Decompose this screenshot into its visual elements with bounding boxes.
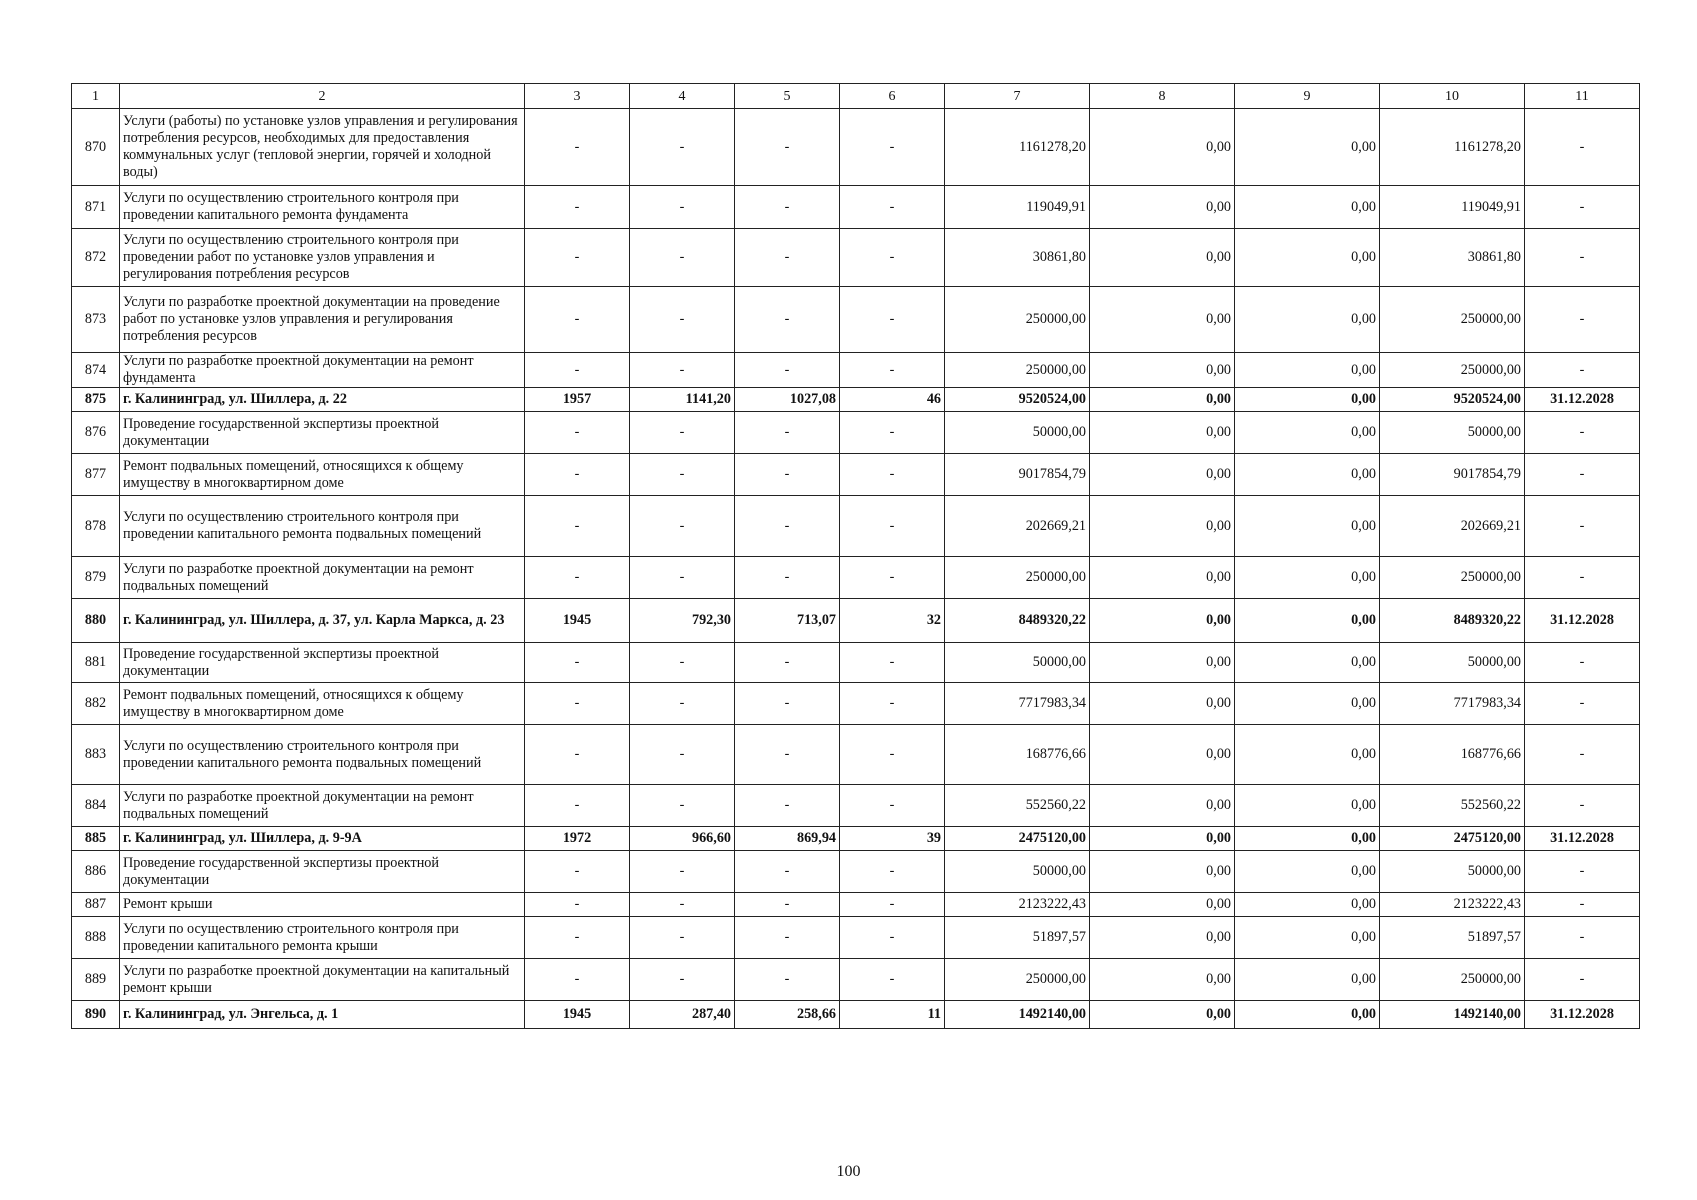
cell-col-7: 9520524,00 (945, 388, 1090, 412)
cell-col-3: - (525, 851, 630, 893)
table-row (72, 557, 1640, 599)
cell-col-3: - (525, 959, 630, 1001)
cell-col-4: - (630, 917, 735, 959)
cell-col-9: 0,00 (1235, 683, 1380, 725)
row-number: 889 (72, 959, 120, 1001)
address-row (72, 599, 1640, 643)
cell-col-3: - (525, 186, 630, 229)
row-description: Услуги по разработке проектной документации на ремонт подвальных помещений (120, 785, 525, 827)
column-header: 2 (120, 84, 525, 109)
cell-col-3: - (525, 893, 630, 917)
cell-col-10: 168776,66 (1380, 725, 1525, 785)
table-row (72, 643, 1640, 683)
cell-col-6: - (840, 643, 945, 683)
cell-col-5: 258,66 (735, 1001, 840, 1029)
cell-col-7: 8489320,22 (945, 599, 1090, 643)
cell-col-8: 0,00 (1090, 725, 1235, 785)
cell-col-7: 9017854,79 (945, 454, 1090, 496)
page-number: 100 (836, 1163, 861, 1180)
cell-col-9: 0,00 (1235, 643, 1380, 683)
cell-col-8: 0,00 (1090, 109, 1235, 186)
cell-col-3: - (525, 785, 630, 827)
cell-col-3: 1957 (525, 388, 630, 412)
table-row (72, 725, 1640, 785)
cell-col-5: - (735, 186, 840, 229)
cell-col-9: 0,00 (1235, 454, 1380, 496)
row-number: 881 (72, 643, 120, 683)
cell-col-11: - (1525, 186, 1640, 229)
row-number: 879 (72, 557, 120, 599)
cell-col-3: - (525, 109, 630, 186)
table-row (72, 959, 1640, 1001)
cell-col-8: 0,00 (1090, 454, 1235, 496)
capital-repair-table (71, 83, 1640, 1029)
column-header: 8 (1090, 84, 1235, 109)
cell-col-10: 9520524,00 (1380, 388, 1525, 412)
cell-col-5: - (735, 229, 840, 287)
cell-col-8: 0,00 (1090, 643, 1235, 683)
row-number: 884 (72, 785, 120, 827)
column-header: 1 (72, 84, 120, 109)
row-number: 890 (72, 1001, 120, 1029)
cell-col-7: 168776,66 (945, 725, 1090, 785)
cell-col-3: - (525, 353, 630, 388)
cell-col-7: 1492140,00 (945, 1001, 1090, 1029)
cell-col-5: 869,94 (735, 827, 840, 851)
cell-col-11: 31.12.2028 (1525, 827, 1640, 851)
cell-col-4: - (630, 643, 735, 683)
cell-col-10: 30861,80 (1380, 229, 1525, 287)
cell-col-7: 552560,22 (945, 785, 1090, 827)
cell-col-11: 31.12.2028 (1525, 388, 1640, 412)
cell-col-5: - (735, 496, 840, 557)
cell-col-9: 0,00 (1235, 388, 1380, 412)
row-number: 876 (72, 412, 120, 454)
cell-col-9: 0,00 (1235, 109, 1380, 186)
row-description: Ремонт подвальных помещений, относящихся к общему имуществу в многоквартирном доме (120, 683, 525, 725)
cell-col-10: 119049,91 (1380, 186, 1525, 229)
row-number: 882 (72, 683, 120, 725)
cell-col-7: 50000,00 (945, 643, 1090, 683)
cell-col-8: 0,00 (1090, 353, 1235, 388)
cell-col-4: - (630, 229, 735, 287)
cell-col-10: 202669,21 (1380, 496, 1525, 557)
cell-col-9: 0,00 (1235, 827, 1380, 851)
cell-col-5: - (735, 643, 840, 683)
cell-col-7: 50000,00 (945, 412, 1090, 454)
row-number: 886 (72, 851, 120, 893)
cell-col-9: 0,00 (1235, 186, 1380, 229)
column-header: 4 (630, 84, 735, 109)
cell-col-5: - (735, 353, 840, 388)
cell-col-11: - (1525, 229, 1640, 287)
row-description: Услуги по осуществлению строительного контроля при проведении капитального ремонта подвальных помещений (120, 725, 525, 785)
cell-col-6: - (840, 893, 945, 917)
cell-col-5: - (735, 917, 840, 959)
cell-col-7: 202669,21 (945, 496, 1090, 557)
cell-col-11: - (1525, 785, 1640, 827)
cell-col-3: - (525, 229, 630, 287)
row-number: 871 (72, 186, 120, 229)
cell-col-7: 250000,00 (945, 557, 1090, 599)
cell-col-4: 966,60 (630, 827, 735, 851)
cell-col-3: - (525, 643, 630, 683)
cell-col-10: 9017854,79 (1380, 454, 1525, 496)
cell-col-6: - (840, 917, 945, 959)
cell-col-8: 0,00 (1090, 851, 1235, 893)
cell-col-6: - (840, 287, 945, 353)
cell-col-9: 0,00 (1235, 229, 1380, 287)
table-row (72, 496, 1640, 557)
cell-col-11: - (1525, 496, 1640, 557)
row-description: Услуги (работы) по установке узлов управления и регулирования потребления ресурсов, необходимых для предоставления коммунальных услуг (тепловой энергии, горячей и холодной воды) (120, 109, 525, 186)
row-description: г. Калининград, ул. Шиллера, д. 9-9А (120, 827, 525, 851)
cell-col-8: 0,00 (1090, 959, 1235, 1001)
cell-col-7: 7717983,34 (945, 683, 1090, 725)
table-row (72, 454, 1640, 496)
cell-col-11: - (1525, 959, 1640, 1001)
cell-col-10: 2475120,00 (1380, 827, 1525, 851)
cell-col-9: 0,00 (1235, 917, 1380, 959)
cell-col-4: - (630, 109, 735, 186)
cell-col-9: 0,00 (1235, 353, 1380, 388)
cell-col-10: 50000,00 (1380, 643, 1525, 683)
row-number: 880 (72, 599, 120, 643)
cell-col-3: - (525, 917, 630, 959)
cell-col-7: 30861,80 (945, 229, 1090, 287)
cell-col-6: 46 (840, 388, 945, 412)
cell-col-6: - (840, 186, 945, 229)
cell-col-11: 31.12.2028 (1525, 1001, 1640, 1029)
cell-col-10: 7717983,34 (1380, 683, 1525, 725)
row-description: Услуги по разработке проектной документации на ремонт подвальных помещений (120, 557, 525, 599)
table-row (72, 353, 1640, 388)
row-description: Ремонт крыши (120, 893, 525, 917)
row-description: Проведение государственной экспертизы проектной документации (120, 643, 525, 683)
row-description: Услуги по разработке проектной документации на капитальный ремонт крыши (120, 959, 525, 1001)
cell-col-9: 0,00 (1235, 851, 1380, 893)
cell-col-4: - (630, 725, 735, 785)
row-description: г. Калининград, ул. Шиллера, д. 37, ул. Карла Маркса, д. 23 (120, 599, 525, 643)
cell-col-11: - (1525, 454, 1640, 496)
cell-col-11: - (1525, 893, 1640, 917)
cell-col-3: - (525, 454, 630, 496)
row-description: Услуги по разработке проектной документации на проведение работ по установке узлов управления и регулирования потребления ресурсов (120, 287, 525, 353)
table-row (72, 785, 1640, 827)
row-description: Услуги по разработке проектной документации на ремонт фундамента (120, 353, 525, 388)
document-page (71, 83, 1639, 1029)
cell-col-8: 0,00 (1090, 917, 1235, 959)
cell-col-10: 51897,57 (1380, 917, 1525, 959)
cell-col-4: 1141,20 (630, 388, 735, 412)
row-number: 875 (72, 388, 120, 412)
row-description: Услуги по осуществлению строительного контроля при проведении капитального ремонта фундамента (120, 186, 525, 229)
table-row (72, 917, 1640, 959)
cell-col-5: 1027,08 (735, 388, 840, 412)
column-header: 3 (525, 84, 630, 109)
cell-col-6: - (840, 412, 945, 454)
cell-col-4: - (630, 557, 735, 599)
cell-col-10: 2123222,43 (1380, 893, 1525, 917)
cell-col-10: 50000,00 (1380, 851, 1525, 893)
cell-col-6: - (840, 229, 945, 287)
table-row (72, 893, 1640, 917)
cell-col-3: - (525, 683, 630, 725)
cell-col-9: 0,00 (1235, 496, 1380, 557)
cell-col-4: - (630, 785, 735, 827)
row-number: 888 (72, 917, 120, 959)
cell-col-8: 0,00 (1090, 557, 1235, 599)
cell-col-9: 0,00 (1235, 599, 1380, 643)
cell-col-10: 250000,00 (1380, 287, 1525, 353)
cell-col-5: - (735, 412, 840, 454)
cell-col-5: 713,07 (735, 599, 840, 643)
cell-col-4: - (630, 454, 735, 496)
cell-col-4: - (630, 683, 735, 725)
cell-col-3: - (525, 557, 630, 599)
cell-col-9: 0,00 (1235, 893, 1380, 917)
cell-col-9: 0,00 (1235, 959, 1380, 1001)
column-header: 5 (735, 84, 840, 109)
cell-col-10: 1161278,20 (1380, 109, 1525, 186)
row-description: Проведение государственной экспертизы проектной документации (120, 851, 525, 893)
cell-col-6: - (840, 353, 945, 388)
cell-col-8: 0,00 (1090, 412, 1235, 454)
cell-col-6: - (840, 959, 945, 1001)
cell-col-11: - (1525, 643, 1640, 683)
cell-col-5: - (735, 725, 840, 785)
cell-col-8: 0,00 (1090, 893, 1235, 917)
cell-col-11: - (1525, 725, 1640, 785)
cell-col-6: - (840, 496, 945, 557)
cell-col-11: 31.12.2028 (1525, 599, 1640, 643)
cell-col-5: - (735, 893, 840, 917)
address-row (72, 388, 1640, 412)
cell-col-8: 0,00 (1090, 785, 1235, 827)
cell-col-10: 50000,00 (1380, 412, 1525, 454)
row-description: Услуги по осуществлению строительного контроля при проведении работ по установке узлов управления и регулирования потребления ресурсов (120, 229, 525, 287)
cell-col-6: 39 (840, 827, 945, 851)
cell-col-6: - (840, 785, 945, 827)
cell-col-4: 792,30 (630, 599, 735, 643)
row-number: 873 (72, 287, 120, 353)
cell-col-6: 32 (840, 599, 945, 643)
cell-col-7: 50000,00 (945, 851, 1090, 893)
row-description: г. Калининград, ул. Энгельса, д. 1 (120, 1001, 525, 1029)
cell-col-8: 0,00 (1090, 827, 1235, 851)
row-description: Проведение государственной экспертизы проектной документации (120, 412, 525, 454)
cell-col-4: - (630, 353, 735, 388)
cell-col-11: - (1525, 412, 1640, 454)
cell-col-5: - (735, 959, 840, 1001)
cell-col-6: - (840, 683, 945, 725)
cell-col-7: 51897,57 (945, 917, 1090, 959)
cell-col-11: - (1525, 287, 1640, 353)
row-description: Услуги по осуществлению строительного контроля при проведении капитального ремонта крыши (120, 917, 525, 959)
column-header: 11 (1525, 84, 1640, 109)
row-number: 878 (72, 496, 120, 557)
cell-col-9: 0,00 (1235, 287, 1380, 353)
cell-col-4: - (630, 412, 735, 454)
cell-col-11: - (1525, 683, 1640, 725)
table-row (72, 287, 1640, 353)
row-description: Ремонт подвальных помещений, относящихся к общему имуществу в многоквартирном доме (120, 454, 525, 496)
cell-col-9: 0,00 (1235, 725, 1380, 785)
cell-col-8: 0,00 (1090, 496, 1235, 557)
row-number: 872 (72, 229, 120, 287)
cell-col-4: - (630, 893, 735, 917)
cell-col-5: - (735, 557, 840, 599)
cell-col-7: 250000,00 (945, 287, 1090, 353)
cell-col-10: 552560,22 (1380, 785, 1525, 827)
cell-col-7: 119049,91 (945, 186, 1090, 229)
cell-col-10: 1492140,00 (1380, 1001, 1525, 1029)
cell-col-5: - (735, 785, 840, 827)
column-header: 7 (945, 84, 1090, 109)
cell-col-8: 0,00 (1090, 683, 1235, 725)
cell-col-3: 1972 (525, 827, 630, 851)
address-row (72, 1001, 1640, 1029)
row-description: Услуги по осуществлению строительного контроля при проведении капитального ремонта подвальных помещений (120, 496, 525, 557)
cell-col-6: - (840, 109, 945, 186)
cell-col-8: 0,00 (1090, 229, 1235, 287)
cell-col-11: - (1525, 353, 1640, 388)
row-number: 883 (72, 725, 120, 785)
cell-col-9: 0,00 (1235, 412, 1380, 454)
cell-col-4: - (630, 851, 735, 893)
cell-col-5: - (735, 287, 840, 353)
cell-col-10: 8489320,22 (1380, 599, 1525, 643)
cell-col-3: 1945 (525, 599, 630, 643)
cell-col-5: - (735, 109, 840, 186)
cell-col-11: - (1525, 109, 1640, 186)
cell-col-7: 1161278,20 (945, 109, 1090, 186)
row-number: 877 (72, 454, 120, 496)
row-number: 885 (72, 827, 120, 851)
cell-col-5: - (735, 683, 840, 725)
cell-col-3: - (525, 287, 630, 353)
cell-col-4: - (630, 959, 735, 1001)
cell-col-11: - (1525, 917, 1640, 959)
table-row (72, 851, 1640, 893)
table-row (72, 229, 1640, 287)
cell-col-3: - (525, 725, 630, 785)
row-number: 870 (72, 109, 120, 186)
cell-col-8: 0,00 (1090, 388, 1235, 412)
address-row (72, 827, 1640, 851)
cell-col-9: 0,00 (1235, 557, 1380, 599)
cell-col-4: 287,40 (630, 1001, 735, 1029)
cell-col-5: - (735, 851, 840, 893)
column-number-row (72, 84, 1640, 109)
table-row (72, 683, 1640, 725)
column-header: 6 (840, 84, 945, 109)
cell-col-9: 0,00 (1235, 785, 1380, 827)
cell-col-3: - (525, 412, 630, 454)
cell-col-11: - (1525, 557, 1640, 599)
cell-col-11: - (1525, 851, 1640, 893)
cell-col-3: - (525, 496, 630, 557)
cell-col-10: 250000,00 (1380, 959, 1525, 1001)
cell-col-7: 250000,00 (945, 353, 1090, 388)
cell-col-6: - (840, 851, 945, 893)
cell-col-4: - (630, 186, 735, 229)
table-row (72, 412, 1640, 454)
cell-col-7: 2475120,00 (945, 827, 1090, 851)
table-row (72, 186, 1640, 229)
cell-col-4: - (630, 287, 735, 353)
row-description: г. Калининград, ул. Шиллера, д. 22 (120, 388, 525, 412)
table-row (72, 109, 1640, 186)
cell-col-8: 0,00 (1090, 186, 1235, 229)
cell-col-6: 11 (840, 1001, 945, 1029)
cell-col-8: 0,00 (1090, 287, 1235, 353)
cell-col-3: 1945 (525, 1001, 630, 1029)
cell-col-7: 2123222,43 (945, 893, 1090, 917)
cell-col-10: 250000,00 (1380, 557, 1525, 599)
column-header: 10 (1380, 84, 1525, 109)
cell-col-7: 250000,00 (945, 959, 1090, 1001)
column-header: 9 (1235, 84, 1380, 109)
cell-col-8: 0,00 (1090, 1001, 1235, 1029)
row-number: 874 (72, 353, 120, 388)
cell-col-8: 0,00 (1090, 599, 1235, 643)
cell-col-6: - (840, 725, 945, 785)
cell-col-10: 250000,00 (1380, 353, 1525, 388)
cell-col-4: - (630, 496, 735, 557)
cell-col-6: - (840, 557, 945, 599)
cell-col-5: - (735, 454, 840, 496)
cell-col-6: - (840, 454, 945, 496)
row-number: 887 (72, 893, 120, 917)
cell-col-9: 0,00 (1235, 1001, 1380, 1029)
